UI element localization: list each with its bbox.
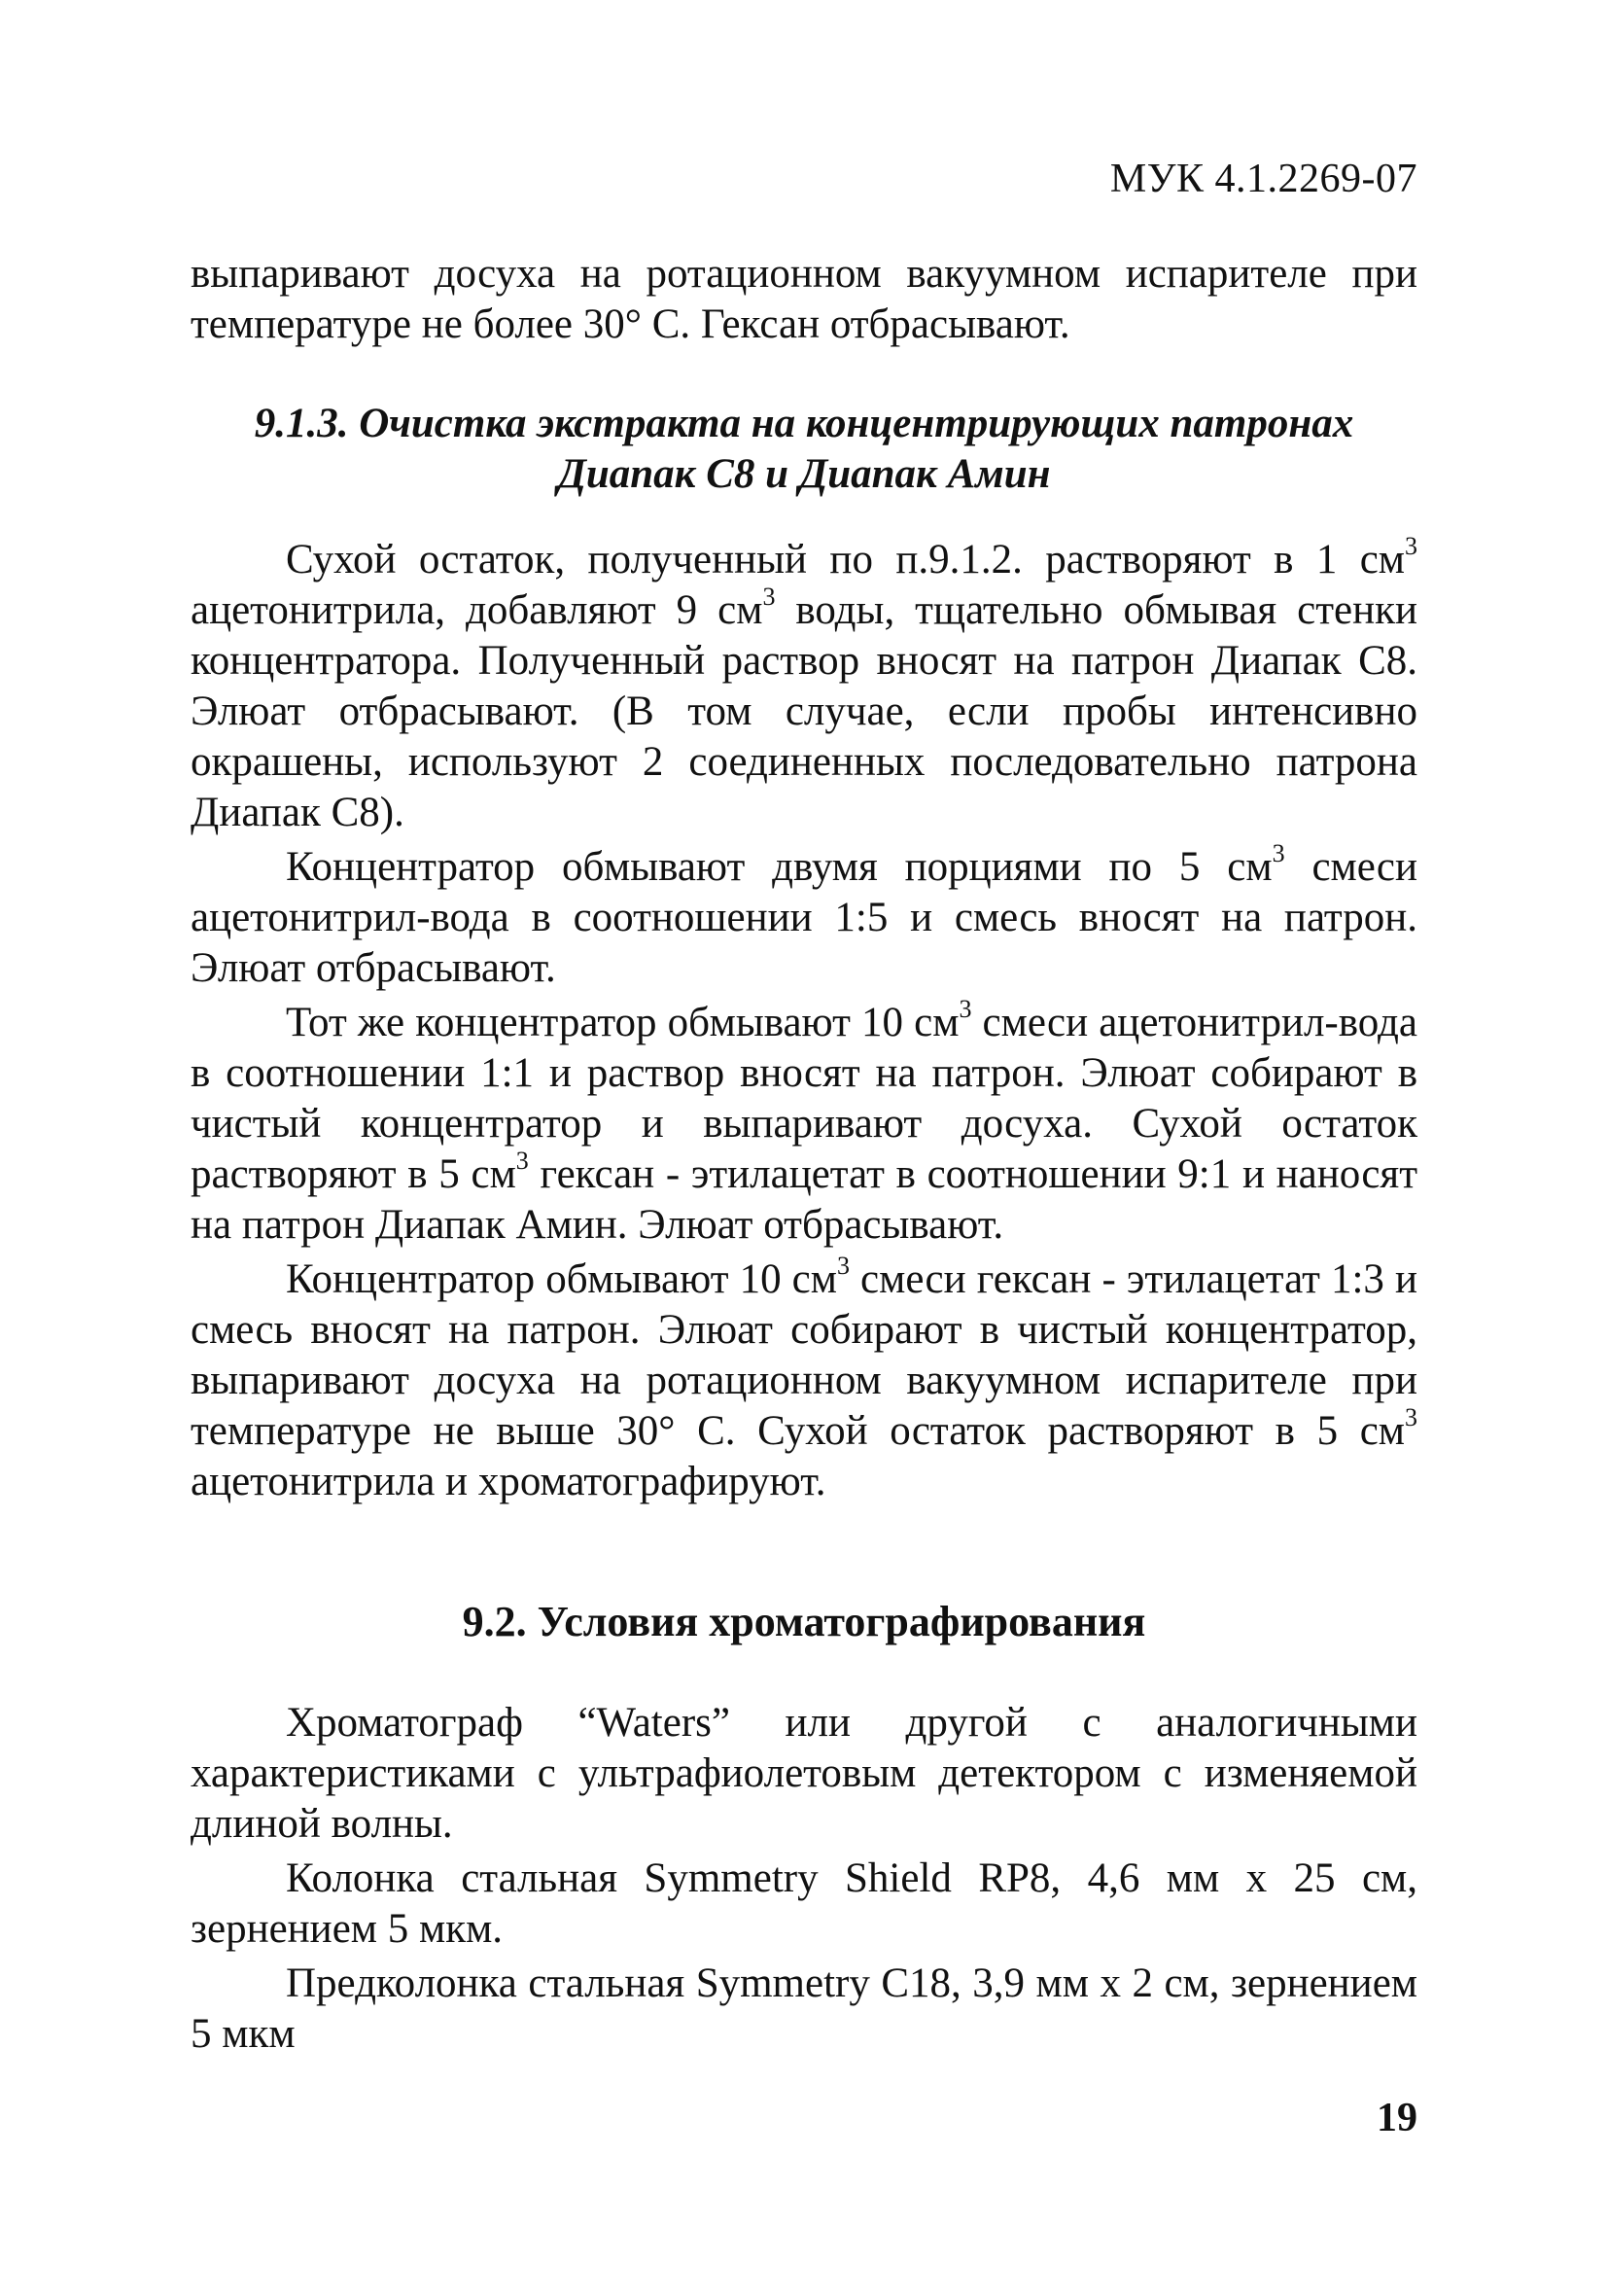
superscript: 3 bbox=[515, 1146, 529, 1175]
text-segment: ацетонитрила и хроматографируют. bbox=[191, 1459, 826, 1504]
paragraph-column: Колонка стальная Symmetry Shield RP8, 4,6 мм х 25 см, зернением 5 мкм. bbox=[191, 1855, 1417, 1952]
paragraph-hexane-ethyl-acetate bbox=[191, 1251, 1417, 1507]
paragraph-same-concentrator bbox=[191, 994, 1417, 1251]
continuation-paragraph: выпаривают досуха на ротационном вакуумном испарителе при температуре не более 30° С. Гексан отбрасывают. bbox=[191, 251, 1417, 347]
section-heading-9-2: 9.2. Условия хроматографирования bbox=[462, 1598, 1146, 1645]
text-segment: Тот же концентратор обмывают 10 см bbox=[286, 1000, 960, 1045]
document-code: МУК 4.1.2269-07 bbox=[1109, 157, 1417, 201]
superscript: 3 bbox=[1405, 1402, 1417, 1431]
text-segment: Сухой остаток, полученный по п.9.1.2. растворяют в 1 см bbox=[286, 537, 1405, 583]
text-segment: смеси ацетонитрил-вода в соотношении 1:1 и раствор вносят на патрон. Элюат собирают в чистый концентратор и выпаривают досуха. Сухой остаток растворяют в 5 см bbox=[191, 1000, 1417, 1197]
section-heading-9-1-3 bbox=[191, 399, 1417, 500]
text-segment: смеси ацетонитрил-вода в соотношении 1:5 и смесь вносят на патрон. Элюат отбрасывают. bbox=[191, 844, 1417, 991]
paragraph-dry-residue bbox=[191, 531, 1417, 838]
text-segment: ацетонитрила, добавляют 9 см bbox=[191, 587, 763, 633]
section-heading-line-1: 9.1.3. Очистка экстракта на концентрирующих патронах bbox=[254, 401, 1354, 446]
text-segment: смеси гексан - этилацетат 1:3 и смесь вносят на патрон. Элюат собирают в чистый концентратор, выпаривают досуха на ротационном вакуумном испарителе при температуре не выше 30° С. Сухой остаток растворяют в 5 см bbox=[191, 1256, 1417, 1454]
superscript: 3 bbox=[836, 1251, 850, 1280]
superscript: 3 bbox=[1272, 838, 1285, 867]
paragraph-chromatograph: Хроматограф “Waters” или другой с аналогичными характеристиками с ультрафиолетовым детектором с изменяемой длиной волны. bbox=[191, 1700, 1417, 1847]
superscript: 3 bbox=[959, 994, 972, 1023]
paragraph-precolumn: Предколонка стальная Symmetry С18, 3,9 мм х 2 см, зернением 5 мкм bbox=[191, 1960, 1417, 2057]
paragraph-rinse-two-portions bbox=[191, 838, 1417, 994]
text-segment: Концентратор обмывают 10 см bbox=[286, 1256, 837, 1302]
text-segment: воды, тщательно обмывая стенки концентратора. Полученный раствор вносят на патрон Диапак С8. Элюат отбрасывают. (В том случае, если пробы интенсивно окрашены, используют 2 соединенных последовательно патрона Диапак С8). bbox=[191, 587, 1417, 835]
section-heading-line-2: Диапак С8 и Диапак Амин bbox=[557, 451, 1051, 497]
page-content bbox=[191, 249, 1417, 2060]
superscript: 3 bbox=[1405, 531, 1417, 560]
text-segment: гексан - этилацетат в соотношении 9:1 и наносят на патрон Диапак Амин. Элюат отбрасывают. bbox=[191, 1151, 1417, 1248]
page-number: 19 bbox=[1377, 2096, 1417, 2140]
superscript: 3 bbox=[762, 582, 776, 611]
text-segment: Концентратор обмывают двумя порциями по 5 см bbox=[286, 844, 1273, 890]
